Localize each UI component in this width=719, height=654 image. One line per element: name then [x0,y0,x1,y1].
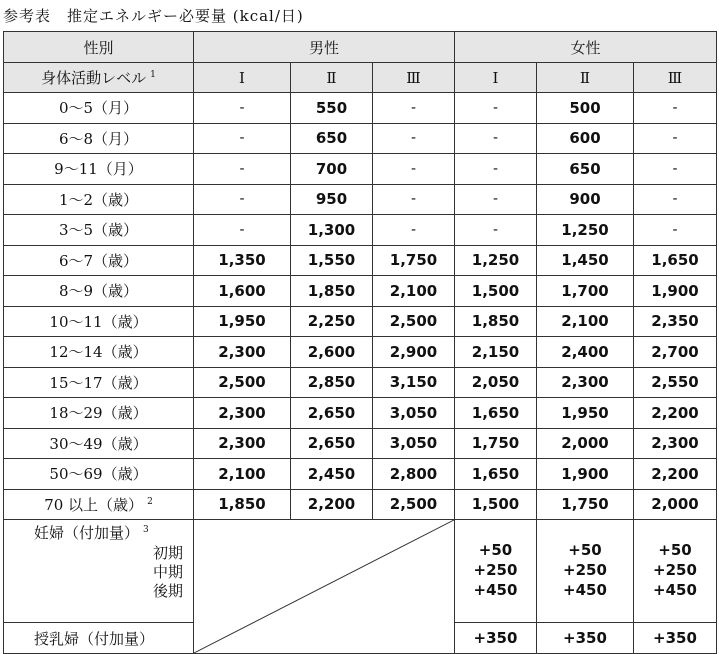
energy-value-cell: 1,250 [455,245,537,276]
energy-value-cell: 2,850 [291,367,373,398]
energy-value-cell: 1,700 [537,276,634,307]
table-row [4,428,717,459]
energy-value-cell: 1,900 [537,459,634,490]
energy-value-cell: 2,700 [634,337,717,368]
energy-value-cell: 650 [291,123,373,154]
age-group-label: 6～8（月） [58,129,139,148]
energy-value-cell: 900 [537,184,634,215]
age-group-label: 12～14（歳） [49,343,148,362]
footnote-3-marker: 3 [143,525,149,535]
pregnant-female-level-2: +50 +250 +450 [537,520,634,623]
energy-value-cell: 1,850 [455,306,537,337]
energy-value-cell: 1,650 [455,459,537,490]
age-group-cell [4,123,194,154]
energy-value-cell: 1,650 [455,398,537,429]
energy-value-cell: 2,650 [291,398,373,429]
energy-value-cell: - [455,93,537,124]
female-level-3: Ⅲ [634,63,717,93]
energy-value-cell: 2,000 [634,489,717,520]
energy-value-cell: 2,200 [634,459,717,490]
energy-value-cell: 1,300 [291,215,373,246]
age-group-label: 0～5（月） [58,99,139,118]
energy-value-cell: 950 [291,184,373,215]
female-level-2: Ⅱ [537,63,634,93]
energy-value-cell: 2,100 [537,306,634,337]
energy-value-cell: 2,150 [455,337,537,368]
energy-value-cell: 2,250 [291,306,373,337]
energy-value-cell: - [634,184,717,215]
energy-value-cell: - [455,123,537,154]
energy-value-cell: 650 [537,154,634,185]
pregnant-female-level-3: +50 +250 +450 [634,520,717,623]
age-group-label: 1～2（歳） [58,190,139,209]
energy-value-cell: 3,050 [373,428,455,459]
energy-value-cell: 2,400 [537,337,634,368]
age-group-label: 6～7（歳） [58,251,139,270]
age-group-cell [4,367,194,398]
energy-value-cell: 1,350 [194,245,291,276]
energy-value-cell: 2,050 [455,367,537,398]
age-group-cell [4,306,194,337]
age-group-label: 8～9（歳） [58,282,139,301]
table-row [4,489,717,520]
age-group-label: 18～29（歳） [49,404,148,423]
energy-value-cell: 2,100 [194,459,291,490]
table-row [4,337,717,368]
footnote-marker: 2 [147,496,153,507]
pregnant-female-level-1: +50 +250 +450 [455,520,537,623]
energy-value-cell: 3,150 [373,367,455,398]
lactating-female-level-1: +350 [455,623,537,654]
energy-value-cell: 1,950 [194,306,291,337]
diagonal-line [194,520,454,653]
energy-value-cell: 2,500 [194,367,291,398]
energy-value-cell: - [455,154,537,185]
energy-value-cell: 1,650 [634,245,717,276]
additional-rows [4,520,717,654]
energy-value-cell: - [194,154,291,185]
energy-value-cell: - [194,123,291,154]
lactating-label: 授乳婦（付加量） [4,623,194,654]
energy-value-cell: 2,500 [373,306,455,337]
stage-mid: 中期 [152,563,183,581]
energy-value-cell: 1,750 [537,489,634,520]
age-group-label: 15～17（歳） [49,373,148,392]
energy-value-cell: - [455,215,537,246]
table-row [4,245,717,276]
table-row [4,306,717,337]
energy-value-cell: 1,250 [537,215,634,246]
table-row [4,367,717,398]
lactating-female-level-2: +350 [537,623,634,654]
energy-value-cell: 2,000 [537,428,634,459]
energy-value-cell: 700 [291,154,373,185]
energy-value-cell: 2,600 [291,337,373,368]
energy-value-cell: - [373,93,455,124]
energy-value-cell: 2,500 [373,489,455,520]
energy-value-cell: 2,900 [373,337,455,368]
activity-level-label: 身体活動レベル $^1$ [4,63,194,93]
age-group-cell [4,459,194,490]
table-row [4,123,717,154]
energy-value-cell: 2,200 [291,489,373,520]
pregnant-label: 妊婦（付加量） [34,524,140,542]
energy-value-cell: 1,950 [537,398,634,429]
energy-value-cell: 2,300 [634,428,717,459]
energy-value-cell: 1,850 [194,489,291,520]
pregnant-label-cell [4,520,194,623]
sex-label: 性別 [4,32,194,63]
energy-value-cell: 1,500 [455,489,537,520]
energy-value-cell: - [373,184,455,215]
table-row [4,154,717,185]
header-row-sex [4,32,717,63]
table-row [4,398,717,429]
pregnancy-stages [153,544,183,601]
table-caption: 参考表 推定エネルギー必要量 (kcal/日) [3,7,304,25]
energy-value-cell: 2,300 [537,367,634,398]
energy-value-cell: 600 [537,123,634,154]
male-not-applicable-cell [194,520,455,654]
age-group-label: 30～49（歳） [49,434,148,453]
male-header: 男性 [194,32,455,63]
energy-value-cell: 2,450 [291,459,373,490]
table-row [4,276,717,307]
female-header: 女性 [455,32,717,63]
table-body [4,93,717,520]
age-group-cell [4,215,194,246]
age-group-cell [4,276,194,307]
table-row [4,215,717,246]
age-group-label: 50～69（歳） [49,465,148,484]
age-group-cell [4,245,194,276]
table-row [4,93,717,124]
energy-value-cell: - [373,154,455,185]
table-row [4,459,717,490]
header-row-level [4,63,717,93]
energy-value-cell: - [194,93,291,124]
energy-requirement-table [3,31,717,654]
energy-value-cell: 1,450 [537,245,634,276]
energy-value-cell: 500 [537,93,634,124]
energy-value-cell: 2,650 [291,428,373,459]
energy-value-cell: 1,850 [291,276,373,307]
age-group-cell [4,93,194,124]
energy-value-cell: 1,900 [634,276,717,307]
energy-value-cell: - [634,123,717,154]
age-group-cell [4,337,194,368]
age-group-label: 70 以上（歳） [44,495,144,514]
energy-value-cell: 1,750 [455,428,537,459]
age-group-cell [4,154,194,185]
age-group-label: 9～11（月） [54,160,143,179]
age-group-cell [4,489,194,520]
age-group-cell [4,184,194,215]
male-level-3: Ⅲ [373,63,455,93]
female-level-1: Ⅰ [455,63,537,93]
energy-value-cell: - [455,184,537,215]
age-group-cell [4,428,194,459]
age-group-cell [4,398,194,429]
energy-value-cell: - [634,215,717,246]
energy-value-cell: 2,350 [634,306,717,337]
energy-value-cell: - [194,215,291,246]
energy-value-cell: - [634,154,717,185]
footnote-1-marker: 1 [150,70,156,80]
energy-value-cell: 2,300 [194,337,291,368]
energy-value-cell: - [634,93,717,124]
table-row [4,184,717,215]
age-group-label: 10～11（歳） [49,312,148,331]
energy-value-cell: 1,600 [194,276,291,307]
lactating-female-level-3: +350 [634,623,717,654]
energy-value-cell: - [373,215,455,246]
stage-early: 初期 [152,544,183,562]
energy-value-cell: 550 [291,93,373,124]
energy-value-cell: 2,800 [373,459,455,490]
male-level-2: Ⅱ [291,63,373,93]
male-level-1: Ⅰ [194,63,291,93]
age-group-label: 3～5（歳） [58,221,139,240]
energy-value-cell: 2,300 [194,398,291,429]
pregnant-row [4,520,717,623]
energy-value-cell: - [373,123,455,154]
energy-value-cell: 2,300 [194,428,291,459]
energy-value-cell: 1,750 [373,245,455,276]
energy-value-cell: 1,550 [291,245,373,276]
energy-value-cell: 1,500 [455,276,537,307]
energy-value-cell: 2,550 [634,367,717,398]
energy-value-cell: 2,200 [634,398,717,429]
stage-late: 後期 [152,582,183,600]
energy-value-cell: - [194,184,291,215]
energy-value-cell: 3,050 [373,398,455,429]
energy-value-cell: 2,100 [373,276,455,307]
